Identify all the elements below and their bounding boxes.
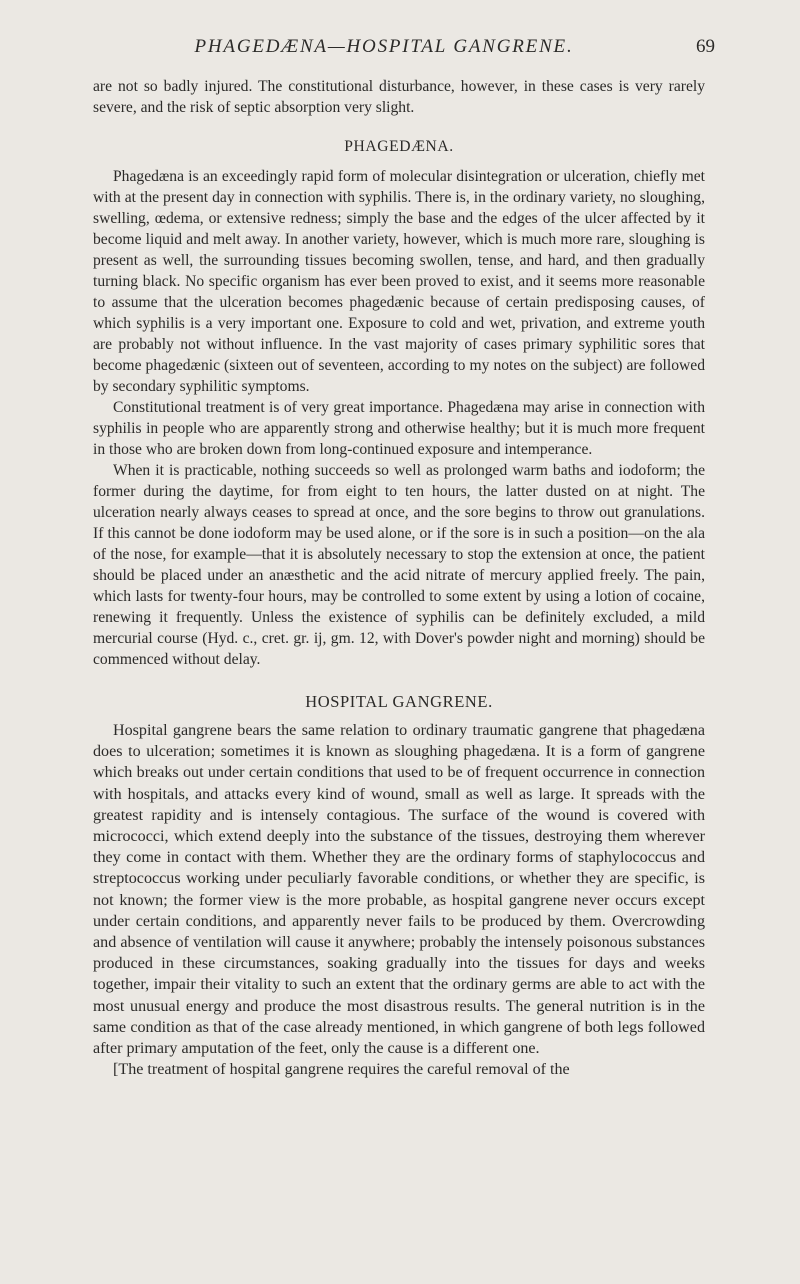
intro-paragraph: are not so badly injured. The constitutional disturbance, however, in these cases is very rarely severe, and the risk of septic absorption very slight. — [93, 78, 705, 116]
paragraph: Constitutional treatment is of very great importance. Phagedæna may arise in connection with syphilis in people who are apparently strong and otherwise healthy; but it is much more frequent in those who are broken down from long-continued exposure and intemperance. — [93, 399, 705, 458]
paragraph: Phagedæna is an exceedingly rapid form of molecular disintegration or ulceration, chiefly met with at the present day in connection with syphilis. There is, in the ordinary variety, no sloughing, swelling, œdema, or extensive redness; simply the base and the edges of the ulcer affected by it become liquid and melt away. In another variety, however, which is much more rare, sloughing is present as well, the surrounding tissues becoming swollen, tense, and hard, and then gradually turning black. No specific organism has ever been proved to exist, and it seems more reasonable to assume that the ulceration becomes phagedænic because of certain predisposing causes, of which syphilis is a very important one. Exposure to cold and wet, privation, and extreme youth are probably not without influence. In the vast majority of cases primary syphilitic sores that become phagedænic (sixteen out of seventeen, according to my notes on the subject) are followed by secondary syphilitic symptoms. — [93, 168, 705, 395]
running-title: PHAGEDÆNA—HOSPITAL GANGRENE. — [194, 36, 574, 57]
paragraph: Hospital gangrene bears the same relation to ordinary traumatic gangrene that phagedæna does to ulceration; sometimes it is known as sloughing phagedæna. It is a form of gangrene which breaks out under certain conditions that used to be of frequent occurrence in connection with hospitals, and attacks every kind of wound, small as well as large. It spreads with the greatest rapidity and is intensely contagious. The surface of the wound is covered with micrococci, which extend deeply into the substance of the tissues, destroying them wherever they come in contact with them. Whether they are the ordinary forms of staphylococcus and streptococcus working under peculiarly favorable conditions, or whether they are specific, is not known; the former view is the more probable, as hospital gangrene never occurs except under certain conditions, and apparently never fails to be produced by them. Overcrowding and absence of ventilation will cause it anywhere; probably the intensely poisonous substances produced in these circumstances, soaking gradually into the tissues for days and weeks together, impair their vitality to such an extent that the ordinary germs are able to act with the most unusual energy and produce the most disastrous results. The general nutrition is in the same condition as that of the case already mentioned, in which gangrene of both legs followed after primary amputation of the feet, only the cause is a different one. — [93, 722, 705, 1058]
page-number: 69 — [696, 36, 715, 57]
section-heading: PHAGEDÆNA. — [344, 138, 454, 155]
section-hospital-gangrene — [93, 692, 705, 1080]
running-head — [93, 36, 715, 76]
section-heading: HOSPITAL GANGRENE. — [305, 692, 493, 711]
paragraph: [The treatment of hospital gangrene requires the careful removal of the — [113, 1061, 570, 1079]
section-phagedaena — [93, 138, 705, 670]
paragraph: When it is practicable, nothing succeeds so well as prolonged warm baths and iodoform; the former during the daytime, for from eight to ten hours, the latter dusted on at night. The ulceration nearly always ceases to spread at once, and the sore begins to throw out granulations. If this cannot be done iodoform may be used alone, or if the sore is in such a position—on the ala of the nose, for example—that it is absolutely necessary to stop the extension at once, the patient should be placed under an anæsthetic and the acid nitrate of mercury applied freely. The pain, which lasts for twenty-four hours, may be controlled to some extent by using a lotion of cocaine, renewing it frequently. Unless the existence of syphilis can be definitely excluded, a mild mercurial course (Hyd. c., cret. gr. ij, gm. 12, with Dover's powder night and morning) should be commenced without delay. — [93, 462, 705, 668]
